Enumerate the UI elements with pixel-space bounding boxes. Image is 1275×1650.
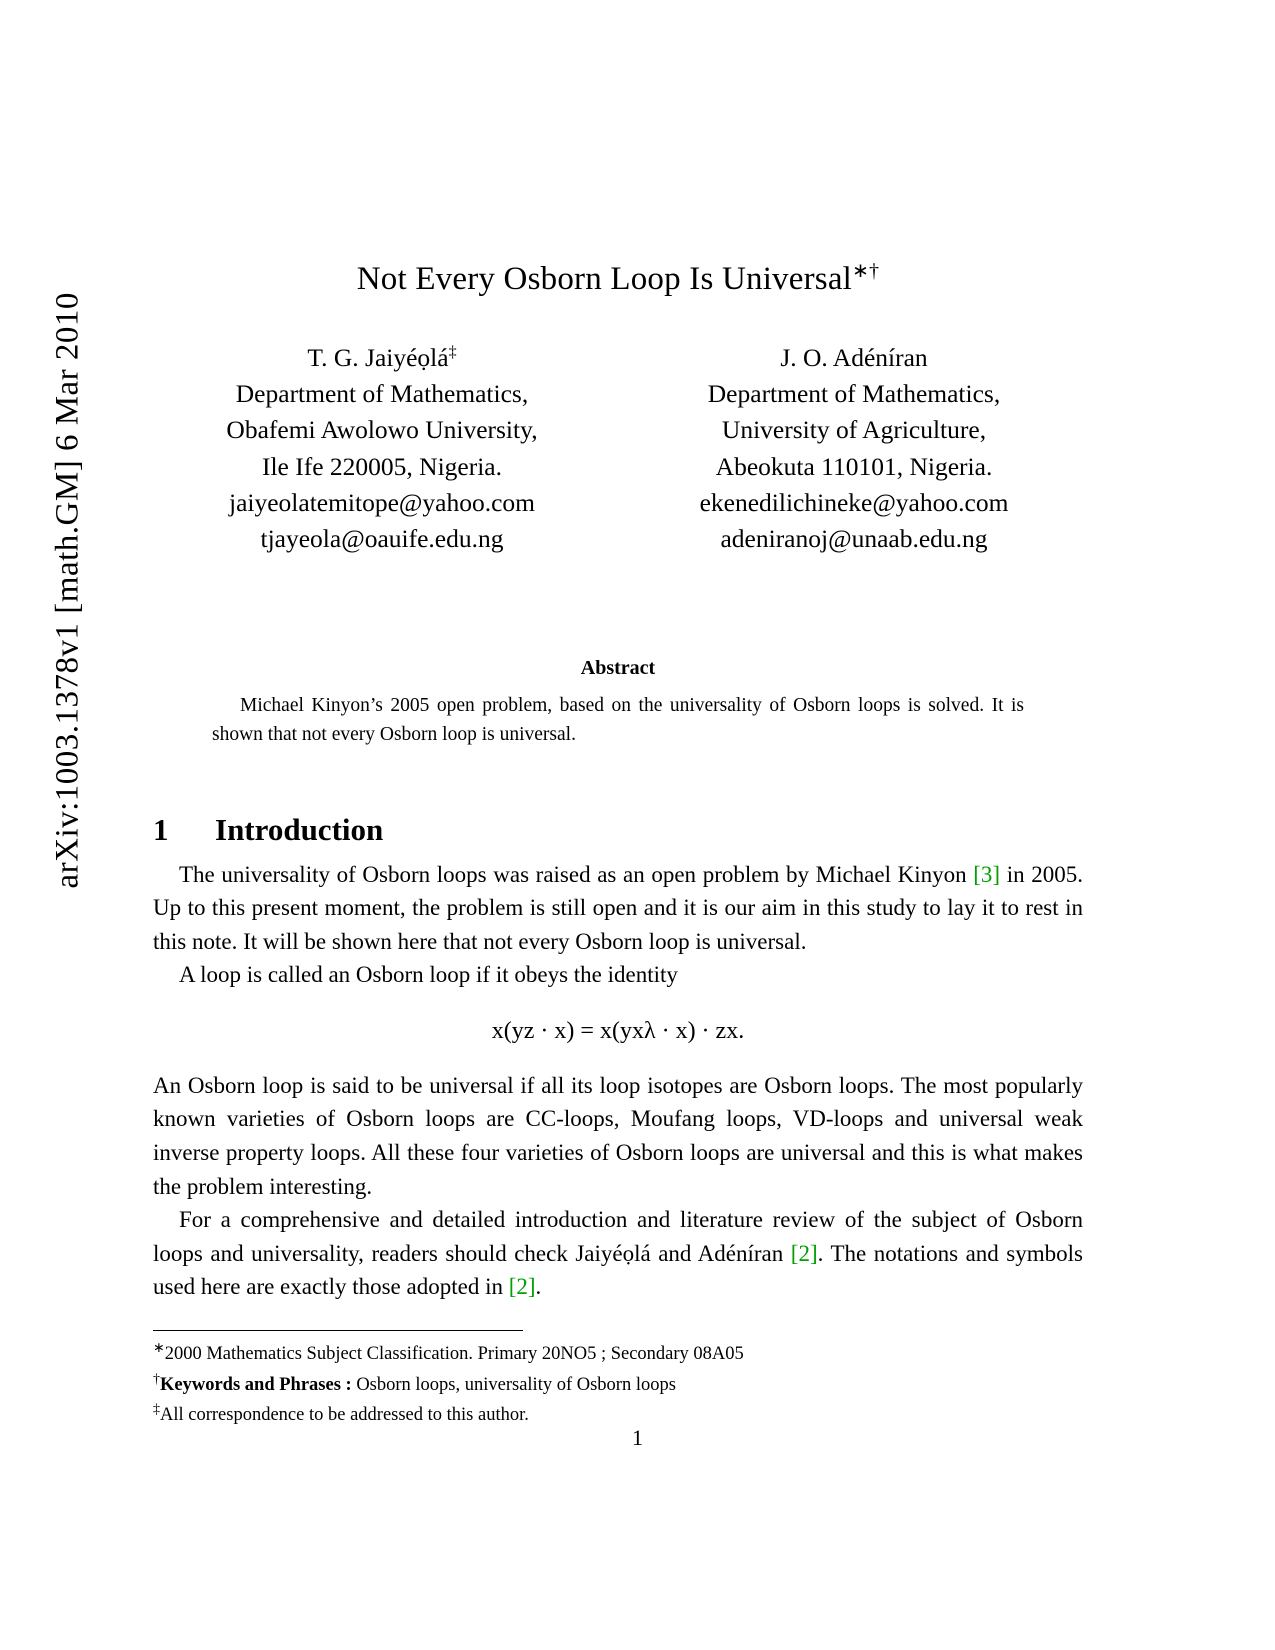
author-affiliation-1-line-2: Obafemi Awolowo University,: [226, 415, 538, 445]
abstract-text: Michael Kinyon’s 2005 open problem, based on the universality of Osborn loops is solved. It is shown that not every Osborn loop is universal.: [212, 695, 1024, 745]
footnote-divider: [153, 1330, 523, 1331]
osborn-identity-equation: [153, 1018, 1083, 1045]
section-title: Introduction: [215, 811, 384, 847]
author-affiliation-2-line-1: Department of Mathematics,: [707, 379, 1001, 409]
citation-3[interactable]: [3]: [973, 861, 1001, 887]
paragraph-1: [153, 858, 1083, 959]
author-name-1-mark: ‡: [448, 343, 457, 361]
author-affiliation-2-line-2: University of Agriculture,: [721, 415, 987, 445]
footnote-3-text: All correspondence to be addressed to this author.: [160, 1405, 529, 1426]
paragraph-3: An Osborn loop is said to be universal if all its loop isotopes are Osborn loops. The most popularly known varieties of Osborn loops are CC-loops, Moufang loops, VD-loops and universal weak inverse property loops. All these four varieties of Osborn loops are universal and this is what makes the problem interesting.: [153, 1072, 1083, 1199]
citation-2-first[interactable]: [2]: [790, 1240, 818, 1266]
footnote-2-label: Keywords and Phrases :: [160, 1374, 352, 1395]
footnote-2-mark: †: [153, 1371, 160, 1387]
author-block-2: [654, 340, 1054, 557]
author-name-1: [182, 340, 582, 376]
footnote-1: [153, 1339, 1083, 1368]
footnote-1-text: 2000 Mathematics Subject Classification. Primary 20NO5 ; Secondary 08A05: [164, 1344, 744, 1365]
author-email-1-secondary: tjayeola@oauife.edu.ng: [260, 524, 504, 554]
page-title: [153, 0, 1083, 298]
footnote-3-mark: ‡: [153, 1402, 160, 1418]
page-number: 1: [632, 1425, 643, 1450]
author-block-1: [182, 340, 582, 557]
author-affiliation-1-line-3: Ile Ife 220005, Nigeria.: [261, 451, 503, 481]
footnote-2: [153, 1370, 1083, 1399]
paper-content: [153, 0, 1083, 1431]
author-list: [153, 340, 1083, 557]
paragraph-4-part-a: For a comprehensive and detailed introduction and literature review of the subject of Osborn loops and universality, readers should check Jaiyéọlá and Adéníran: [153, 1207, 1083, 1266]
footnote-list: [153, 1339, 1083, 1429]
arxiv-identifier-stamp: [49, 292, 87, 889]
paragraph-4: [153, 1203, 1083, 1304]
arxiv-identifier-text: arXiv:1003.1378v1 [math.GM] 6 Mar 2010: [49, 292, 86, 889]
paragraph-1-part-b: in 2005. Up to this present moment, the problem is still open and it is our aim in this study to lay it to rest in this note. It will be shown here that not every Osborn loop is universal.: [153, 861, 1083, 954]
paragraph-1-part-a: The universality of Osborn loops was raised as an open problem by Michael Kinyon: [179, 861, 974, 887]
author-name-2-text: J. O. Adéníran: [780, 343, 928, 372]
title-text: Not Every Osborn Loop Is Universal: [356, 261, 853, 297]
paragraph-4-part-b: . The notations and symbols used here are exactly those adopted in: [153, 1240, 1083, 1300]
author-affiliation-1-line-1: Department of Mathematics,: [235, 379, 529, 409]
section-heading-introduction: [153, 812, 1083, 848]
paragraph-2: A loop is called an Osborn loop if it obeys the identity: [179, 962, 678, 988]
equation-text: x(yz · x) = x(yxλ · x) · zx.: [491, 1017, 745, 1044]
author-name-1-text: T. G. Jaiyéọlá: [307, 343, 449, 372]
abstract-heading: Abstract: [580, 657, 656, 680]
footnote-2-text: Osborn loops, universality of Osborn loops: [351, 1374, 676, 1395]
author-affiliation-2-line-3: Abeokuta 110101, Nigeria.: [715, 451, 993, 481]
author-email-2-secondary: adeniranoj@unaab.edu.ng: [720, 524, 988, 554]
footnote-1-mark: ∗: [153, 1340, 165, 1356]
citation-2-second[interactable]: [2]: [508, 1274, 536, 1300]
title-footnote-marks: ∗†: [852, 260, 880, 282]
author-email-1-primary: jaiyeolatemitope@yahoo.com: [228, 487, 535, 517]
author-name-2: [654, 340, 1054, 376]
paragraph-4-part-c: .: [535, 1274, 542, 1300]
author-email-2-primary: ekenedilichineke@yahoo.com: [699, 487, 1009, 517]
section-number: 1: [153, 811, 169, 847]
